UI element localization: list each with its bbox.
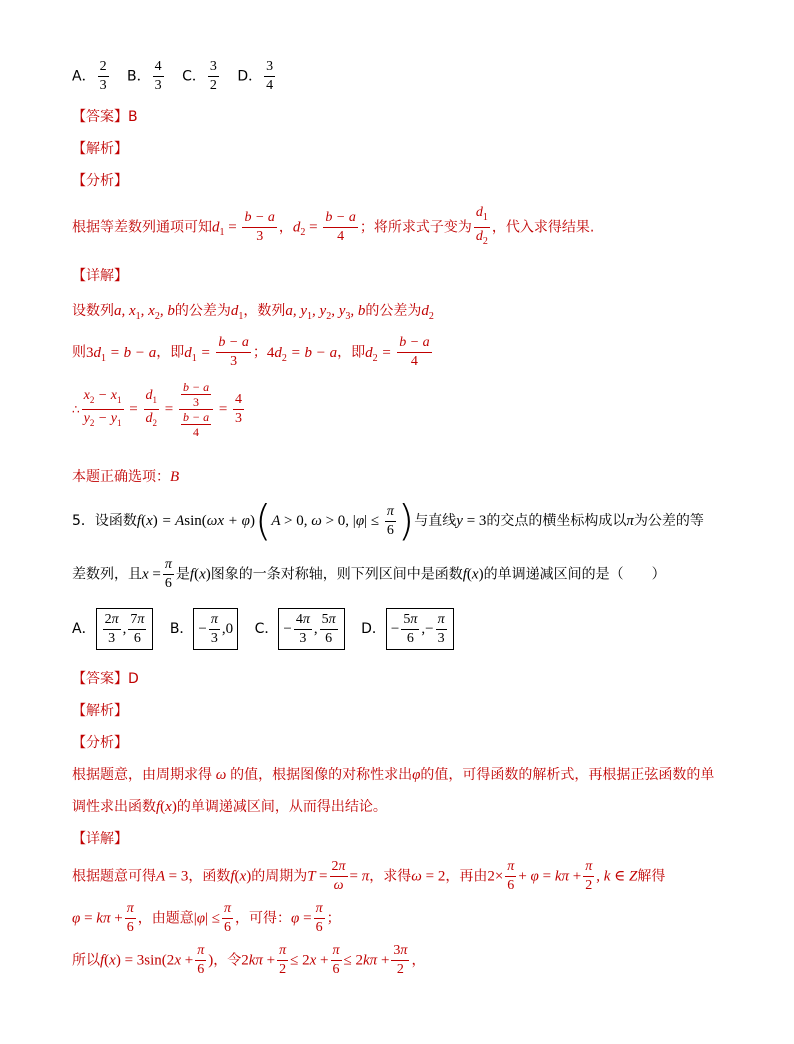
q4-option-c: C． $\frac{3}{2}$ — [182, 59, 217, 93]
q5-option-c: C． − $\frac{4\pi}{3}$ , $\frac{5\pi}{6}$ — [255, 608, 345, 650]
q5-stem-line1: 5．设函数f(x) = Asin(ωx + φ)(A > 0, ω > 0, |φ| ≤ $\frac{\pi}{6}$ )与直线y = 3的交点的横坐标构成以π为公差的等 — [72, 496, 704, 545]
q5-detail-line3: 所以f(x) = 3sin(2x + $\frac{\pi}{6}$ )，令2kπ + $\frac{\pi}{2}$ ≤ 2x + $\frac{\pi}{6}$ ≤ 2kπ + $\frac{3\pi}{2}$ ， — [72, 943, 426, 977]
q5-detail-line1: 根据题意可得A = 3，函数f(x)的周期为T = $\frac{2\pi}{\omega}$ = π，求得ω = 2，再由2× $\frac{\pi}{6}$ + φ = kπ + $\frac{\pi}{2}$ , k ∈ Z解得 — [72, 859, 666, 893]
q5-option-a: A． $\frac{2\pi}{3}$ , $\frac{7\pi}{6}$ — [72, 608, 153, 650]
q4-answer — [72, 106, 138, 126]
q5-analysis-header: 【解析】 — [72, 703, 128, 719]
answer-label: 【答案】 — [72, 109, 128, 125]
q4-fenxi-text: 根据等差数列通项可知$d_1$ = $\frac{b - a}{3}$ ，$d_2$ = $\frac{b - a}{4}$ ；将所求式子变为 $\frac{d_1}{d_2}$ ，代入求得结果. — [72, 205, 595, 247]
q5-option-b: B． − $\frac{\pi}{3}$ ,0 — [170, 608, 238, 650]
q5-detail-line2: φ = kπ + $\frac{\pi}{6}$ ，由题意|φ| ≤ $\frac{\pi}{6}$ ，可得：φ = $\frac{\pi}{6}$ ； — [72, 901, 341, 935]
q5-answer: 【答案】D — [72, 671, 139, 687]
q5-options — [72, 608, 466, 650]
answer-value: B — [128, 109, 138, 125]
q4-option-d: D． $\frac{3}{4}$ — [237, 59, 274, 93]
q4-detail-line2: 则$3d_1 = b - a$，即$d_1$ = $\frac{b - a}{3}$ ；$4d_2 = b - a$，即$d_2$ = $\frac{b - a}{4}$ — [72, 335, 430, 369]
q4-detail-line3: ∴ $\frac{x_2 - x_1}{y_2 - y_1}$ = $\frac{d_1}{d_2}$ = $\frac{\frac{b - a}{3}}{\frac{b - a}{4}}$ = $\frac{4}{3}$ — [72, 380, 243, 439]
q4-detail-header: 【详解】 — [72, 268, 128, 284]
q4-options — [72, 58, 289, 95]
q4-correct: 本题正确选项：B — [72, 469, 180, 485]
q5-detail-header: 【详解】 — [72, 831, 128, 847]
q4-option-b: B． $\frac{4}{3}$ — [127, 59, 162, 93]
q4-option-a: A． $\frac{2}{3}$ — [72, 59, 107, 93]
q4-detail-line1: 设数列a, $x_1$, $x_2$, b的公差为$d_1$，数列a, $y_1$, $y_2$, $y_3$, b的公差为$d_2$ — [72, 303, 434, 322]
q5-option-d: D． − $\frac{5\pi}{6}$ ,− $\frac{\pi}{3}$ — [361, 608, 454, 650]
q5-fenxi-line1: 根据题意，由周期求得 ω 的值，根据图像的对称性求出φ的值，可得函数的解析式，再根据正弦函数的单 — [72, 767, 715, 783]
q5-fenxi-header: 【分析】 — [72, 735, 128, 751]
q5-stem-line2: 差数列，且x = $\frac{\pi}{6}$ 是f(x)图象的一条对称轴，则下列区间中是函数f(x)的单调递减区间的是（ ） — [72, 557, 666, 591]
q4-fenxi-header: 【分析】 — [72, 173, 128, 189]
q4-analysis-header: 【解析】 — [72, 141, 128, 157]
q5-fenxi-line2: 调性求出函数f(x)的单调递减区间，从而得出结论。 — [72, 799, 387, 815]
